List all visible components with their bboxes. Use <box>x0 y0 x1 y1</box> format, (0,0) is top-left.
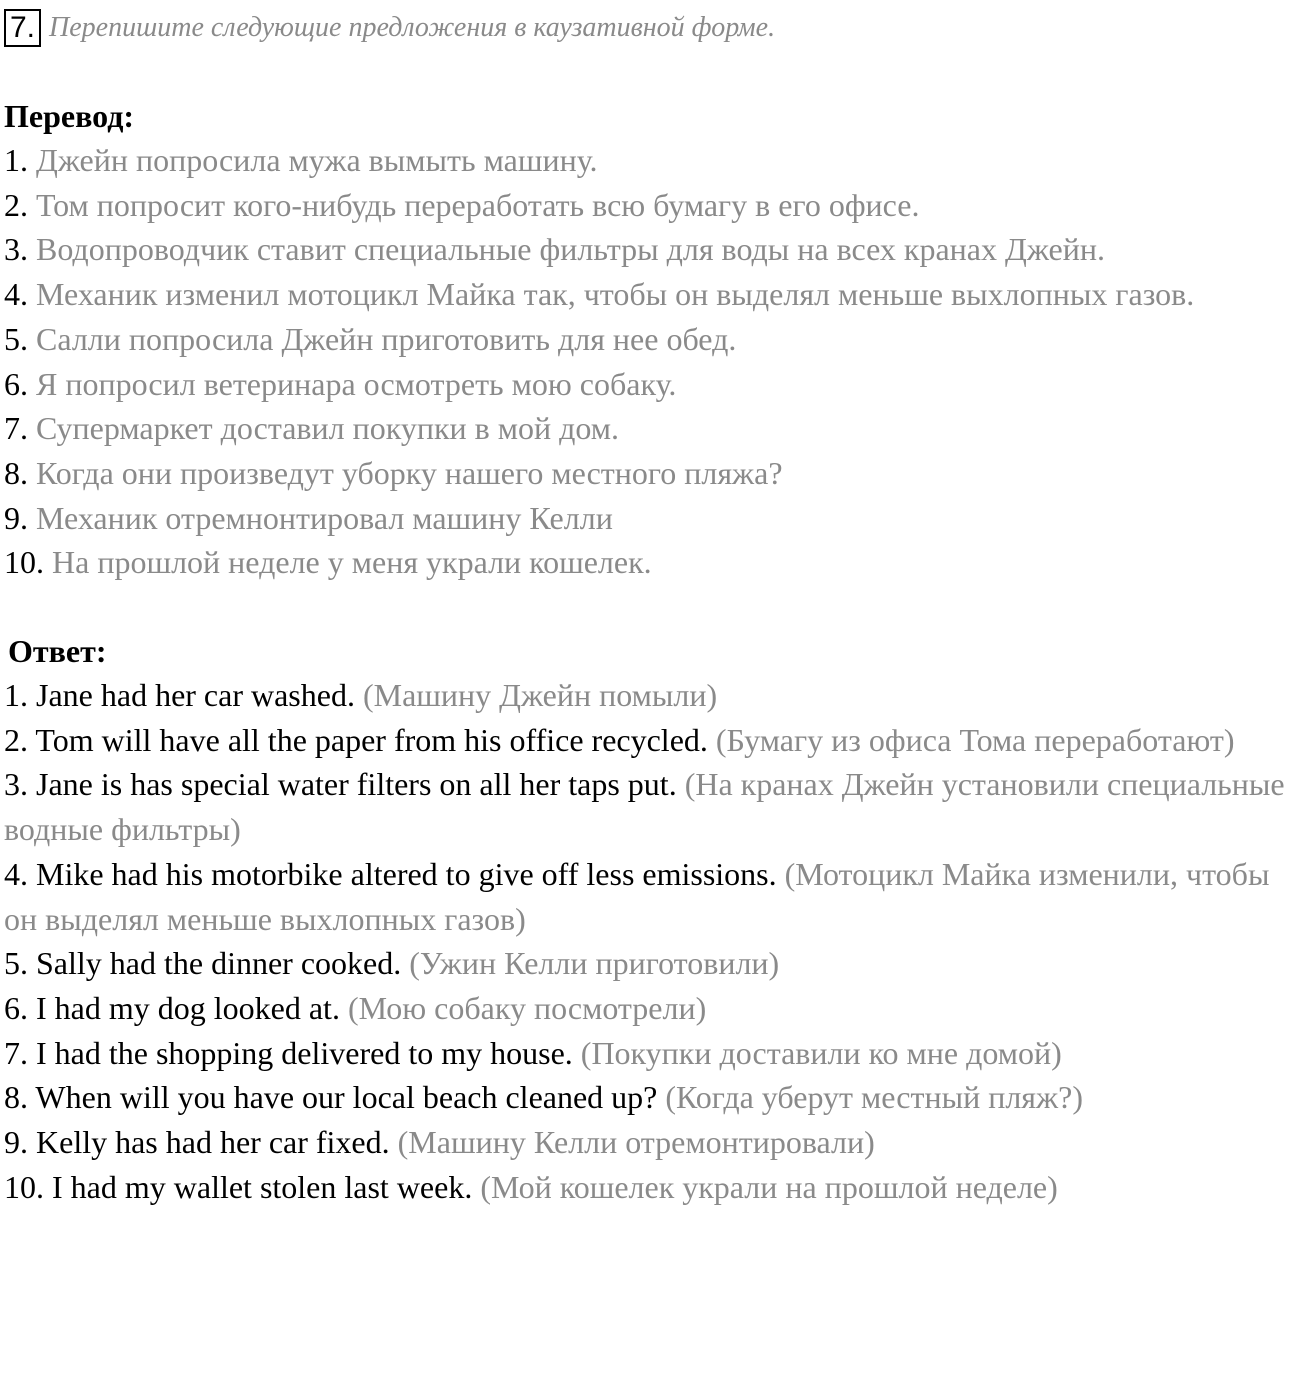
translation-item: 5. Салли попросила Джейн приготовить для нее обед. <box>4 320 737 357</box>
answer-item: 8. When will you have our local beach cleaned up? (Когда уберут местный пляж?) <box>4 1079 1083 1116</box>
answer-item: 3. Jane is has special water filters on all her taps put. (На кранах Джейн установили специальные водные фильтры) <box>4 766 1285 848</box>
translation-item: 3. Водопроводчик ставит специальные фильтры для воды на всех кранах Джейн. <box>4 231 1105 268</box>
translation-title: Перевод: <box>4 98 135 134</box>
task-header <box>4 6 1294 50</box>
answer-item: 7. I had the shopping delivered to my house. (Покупки доставили ко мне домой) <box>4 1034 1062 1071</box>
translation-item: 4. Механик изменил мотоцикл Майка так, чтобы он выделял меньше выхлопных газов. <box>4 276 1195 313</box>
answer-list <box>4 673 1294 1209</box>
translation-list <box>4 138 1294 585</box>
answer-item: 10. I had my wallet stolen last week. (Мой кошелек украли на прошлой неделе) <box>4 1168 1058 1205</box>
translation-item: 1. Джейн попросила мужа вымыть машину. <box>4 142 598 178</box>
answer-item: 9. Kelly has had her car fixed. (Машину Келли отремонтировали) <box>4 1124 875 1161</box>
translation-item: 2. Том попросит кого-нибудь переработать всю бумагу в его офисе. <box>4 186 920 223</box>
task-instruction: Перепишите следующие предложения в каузативной форме. <box>49 12 776 43</box>
translation-item: 8. Когда они произведут уборку нашего местного пляжа? <box>4 454 783 491</box>
translation-item: 10. На прошлой неделе у меня украли кошелек. <box>4 544 652 581</box>
answer-item: 6. I had my dog looked at. (Мою собаку посмотрели) <box>4 989 707 1026</box>
answer-item: 5. Sally had the dinner cooked. (Ужин Келли приготовили) <box>4 945 780 982</box>
answer-title: Ответ: <box>8 633 107 670</box>
exercise-page <box>4 6 1294 1209</box>
translation-item: 9. Механик отремнонтировал машину Келли <box>4 499 613 536</box>
translation-item: 6. Я попросил ветеринара осмотреть мою собаку. <box>4 365 677 402</box>
translation-item: 7. Супермаркет доставил покупки в мой дом. <box>4 410 620 447</box>
answer-item: 1. Jane had her car washed. (Машину Джейн помыли) <box>4 677 718 714</box>
answer-item: 2. Tom will have all the paper from his office recycled. (Бумагу из офиса Тома переработают) <box>4 721 1235 758</box>
answer-item: 4. Mike had his motorbike altered to give off less emissions. (Мотоцикл Майка изменили, чтобы он выделял меньше выхлопных газов) <box>4 855 1270 937</box>
task-number: 7. <box>4 9 41 47</box>
